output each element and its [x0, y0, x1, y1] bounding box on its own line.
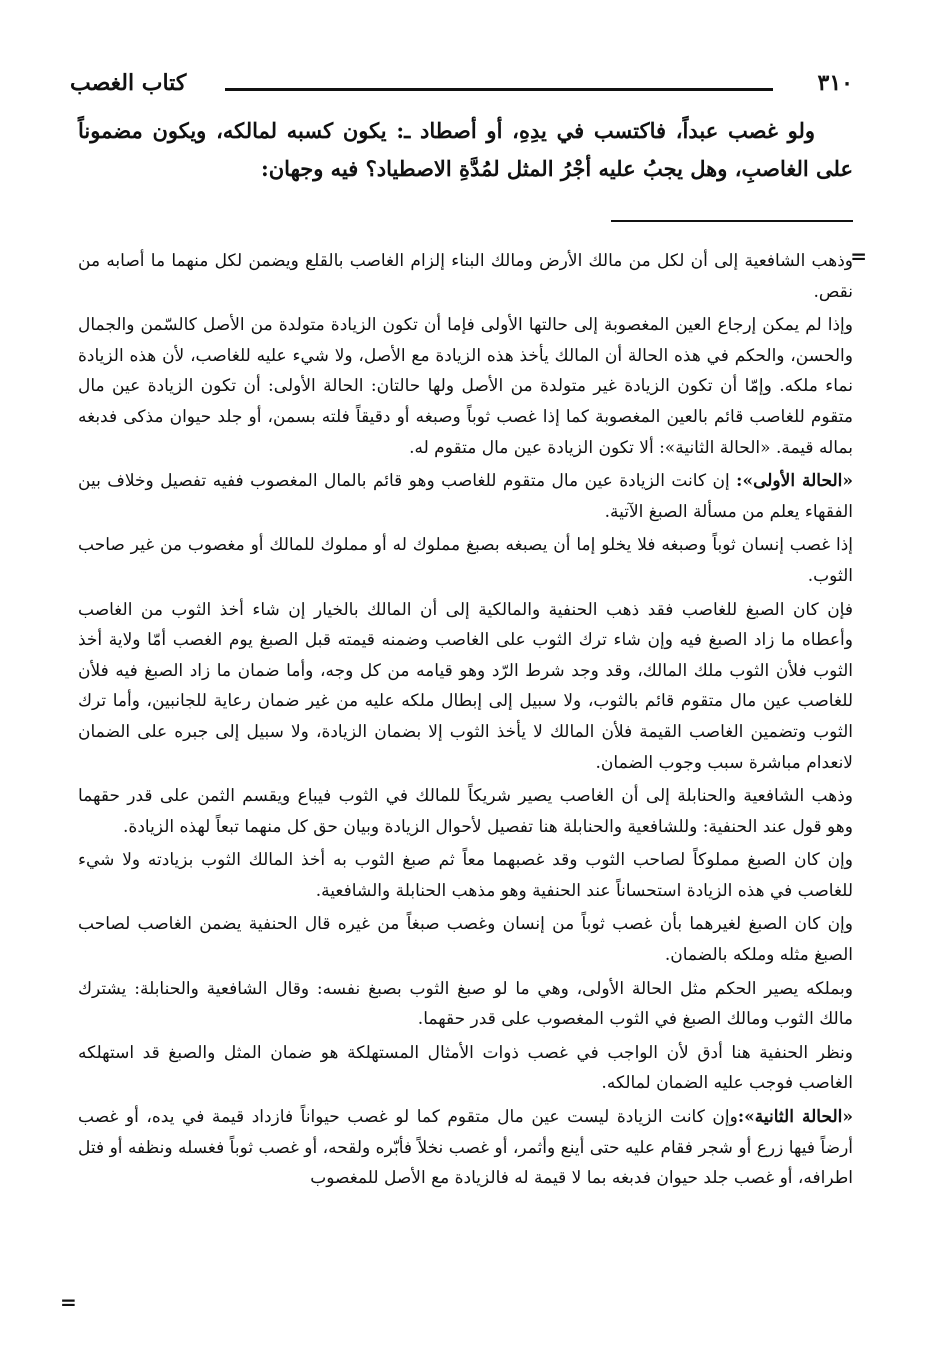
footnote-text: إذا غصب إنسان ثوباً وصبغه فلا يخلو إما أن يصبغه بصبغ مملوك له أو مملوك للمالك أو مغصوب من غير صاحب الثوب.	[78, 535, 853, 586]
footnote-paragraph	[78, 974, 853, 1035]
header-rule	[225, 88, 773, 91]
footnote-paragraph	[78, 1038, 853, 1099]
footnotes	[78, 246, 853, 1197]
main-paragraph: ولو غصب عبداً، فاكتسب في يدِهِ، أو أصطاد ـ: يكون كسبه لمالكه، ويكون مضموناً على الغاصبِ، وهل يجبُ عليه أجْرُ المثل لمُدَّةِ الاصطياد؟ فيه وجهان:	[78, 118, 853, 181]
footnote-paragraph	[78, 1102, 853, 1194]
footnote-lead: «الحالة الثانية»:	[737, 1107, 853, 1128]
page-number: ٣١٠	[817, 70, 853, 96]
footnote-paragraph	[78, 466, 853, 527]
footnote-lead: «الحالة الأولى»:	[736, 471, 853, 492]
footnote-text: وإن كانت الزيادة ليست عين مال متقوم كما لو غصب حيواناً فازداد قيمة في يده، أو غصب أرضاً فيها زرع أو شجر فقام عليه حتى أينع وأثمر، أو غصب نخلاً فأبّره ولقحه، أو غصب ثوباً فغسله ونظفه أو فتل اطرافه، أو غصب جلد حيوان فدبغه بما لا قيمة له فالزيادة مع الأصل للمغصوب	[78, 1107, 853, 1189]
footnote-paragraph	[78, 909, 853, 970]
footnote-paragraph	[78, 246, 853, 307]
continuation-mark-bottom: =	[60, 1290, 77, 1314]
footnote-text: وذهب الشافعية والحنابلة إلى أن الغاصب يصير شريكاً للمالك في الثوب فيباع ويقسم الثمن على قدر حقهما وهو قول عند الحنفية: وللشافعية والحنابلة هنا تفصيل لأحوال الزيادة وبيان حق كل منهما تبعاً لهذه الزيادة.	[78, 786, 853, 837]
page-header	[70, 70, 853, 104]
footnote-paragraph	[78, 310, 853, 463]
footnote-text: ونظر الحنفية هنا أدق لأن الواجب في غصب ذوات الأمثال المستهلكة هو ضمان المثل والصبغ قد استهلكه الغاصب فوجب عليه الضمان لمالكه.	[78, 1042, 853, 1094]
footnote-text: فإن كان الصبغ للغاصب فقد ذهب الحنفية والمالكية إلى أن المالك بالخيار إن شاء أخذ الثوب من الغاصب وأعطاه ما زاد الصبغ فيه وإن شاء ترك الثوب على الغاصب وضمنه قيمته قبل الصبغ يوم الغصب أمّا ولاية أخذ الثوب فلأن الثوب ملك المالك، وقد وجد شرط الرّد وهو قيامه من كل وجه، وأما ضمان ما زاد الصبغ فيه فلأن للغاصب عين مال متقوم قائم بالثوب، ولا سبيل إلى إبطال ملكه عليه من غير ضمان رعاية للجانبين، وأما ترك الثوب وتضمين الغاصب القيمة فلأن المالك لا يأخذ الثوب إلا بضمان الزيادة، ولا سبيل إلى جبره على الضمان لانعدام مباشرة سبب وجوب الضمان.	[78, 599, 853, 773]
footnote-paragraph	[78, 595, 853, 779]
footnote-text: إن كانت الزيادة عين مال متقوم للغاصب وهو قائم بالمال المغصوب ففيه تفصيل وخلاف بين الفقهاء يعلم من مسألة الصبغ الآتية.	[78, 471, 853, 522]
footnote-text: وبملكه يصير الحكم مثل الحالة الأولى، وهي ما لو صبغ الثوب بصبغ نفسه: وقال الشافعية والحنابلة: يشترك مالك الثوب ومالك الصبغ في الثوب المغصوب على قدر حقهما.	[78, 978, 853, 1030]
footnote-text: وإن كان الصبغ لغيرهما بأن غصب ثوباً من إنسان وغصب صبغاً من غيره قال الحنفية يضمن الغاصب لصاحب الصبغ مثله وملكه بالضمان.	[78, 914, 853, 966]
footnote-text: وإذا لم يمكن إرجاع العين المغصوبة إلى حالتها الأولى فإما أن تكون الزيادة متولدة من الأصل كالسّمن والجمال والحسن، والحكم في هذه الحالة أن المالك يأخذ هذه الزيادة مع الأصل، ولا شيء عليه للغاصب، لأن هذه الزيادة نماء ملكه. وإمّا أن تكون الزيادة غير متولدة من الأصل ولها حالتان: الحالة الأولى: أن تكون الزيادة عين مال متقوم للغاصب قائم بالعين المغصوبة كما إذا غصب ثوباً وصبغه أو دقيقاً فلته بسمن، أو جلد حيوان مذكى فدبغه بماله قيمة. «الحالة الثانية»: ألا تكون الزيادة عين مال متقوم له.	[78, 315, 853, 458]
main-text	[78, 112, 853, 188]
footnote-paragraph	[78, 530, 853, 591]
continuation-mark-top: =	[850, 244, 867, 268]
footnote-text: وإن كان الصبغ مملوكاً لصاحب الثوب وقد غصبهما معاً ثم صبغ الثوب به أخذ المالك الثوب بزيادته ولا شيء للغاصب في هذه الزيادة استحساناً عند الحنفية وهو مذهب الحنابلة والشافعية.	[78, 850, 853, 901]
running-title: كتاب الغصب	[70, 70, 187, 96]
footnote-text: وذهب الشافعية إلى أن لكل من مالك الأرض ومالك البناء إلزام الغاصب بالقلع ويضمن لكل منهما ما أصابه من نقص.	[78, 251, 853, 302]
footnote-paragraph	[78, 781, 853, 842]
footnote-rule	[611, 220, 853, 222]
footnote-paragraph	[78, 845, 853, 906]
